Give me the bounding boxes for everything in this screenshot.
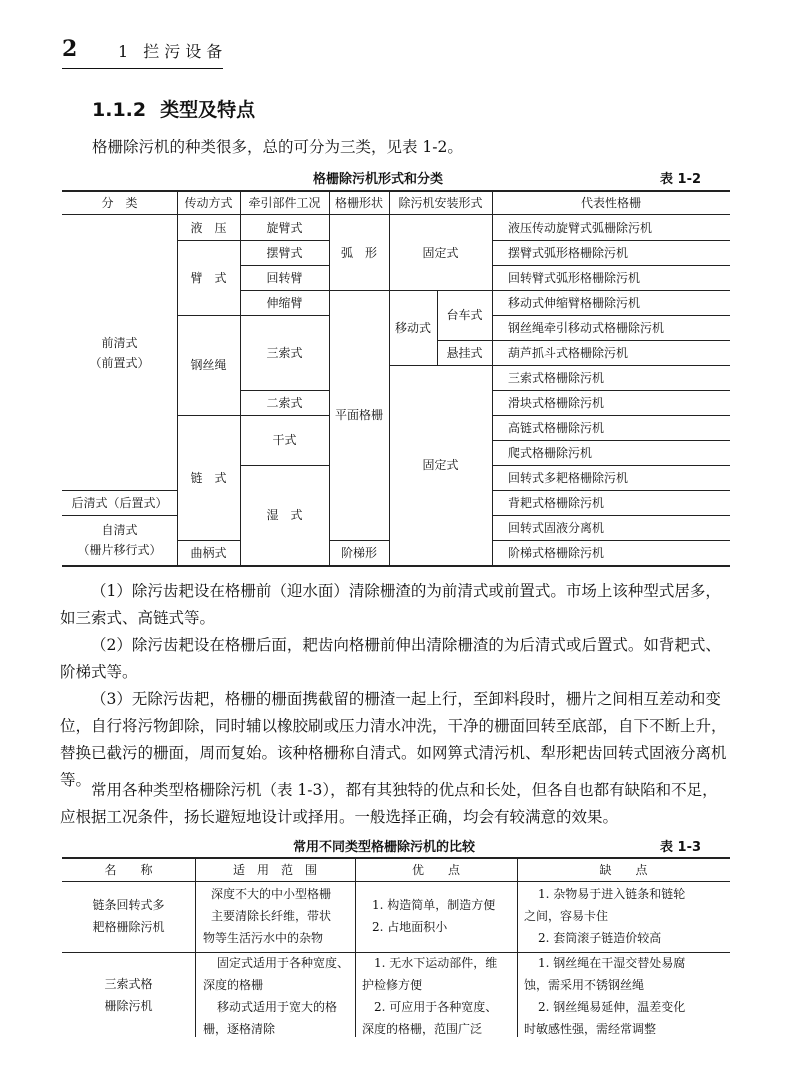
running-title: 1 拦污设备 — [118, 42, 228, 61]
drive-hydraulic: 液 压 — [190, 220, 227, 235]
table-1-2-number: 表 1-2 — [660, 172, 702, 187]
drive-crank: 曲柄式 — [190, 545, 227, 560]
representative-item: 回转式固液分离机 — [508, 520, 605, 535]
traction-three-rope: 三索式 — [266, 345, 303, 360]
paragraph-4: 常用各种类型格栅除污机（表 1-3），都有其独特的优点和长处，但各自也都有缺陷和不足，应根据工况条件，扬长避短地设计或择用。一般选择正确，均会有较满意的效果。 — [60, 781, 718, 826]
representative-item: 摆臂式弧形格栅除污机 — [508, 245, 629, 260]
drive-arm: 臂 式 — [190, 270, 227, 285]
representative-item: 液压传动旋臂式弧栅除污机 — [508, 220, 653, 235]
t13-row2-pros — [362, 952, 517, 1040]
t13-header-pros: 优 点 — [411, 863, 460, 877]
paragraph-3: （3）无除污齿耙，格栅的栅面携截留的栅渣一起上行，至卸料段时，栅片之间相互差动和变位，自行将污物卸除，同时辅以橡胶刷或压力清水冲洗，干净的栅面回转至底部，自下不断上升，替换已截污的栅面，周而复始。该种格栅称自清式。如网箅式清污机、犁形耙齿回转式固液分离机等。 — [60, 690, 727, 789]
t13-text: 深度的格栅 — [203, 978, 264, 992]
traction-turn-arm: 回转臂 — [266, 270, 303, 285]
t13-text: 蚀，需采用不锈钢丝绳 — [524, 978, 645, 992]
category-self-alt: （栅片移行式） — [77, 543, 162, 557]
representative-item: 移动式伸缩臂格栅除污机 — [508, 295, 641, 310]
t13-text: 固定式适用于各种宽度、 — [217, 956, 350, 970]
install-trolley: 台车式 — [446, 308, 483, 322]
t13-row2-name — [62, 973, 195, 1017]
t13-text: 1. 无水下运动部件，维 — [374, 956, 498, 970]
drive-rope: 钢丝绳 — [190, 358, 227, 372]
t13-text: 移动式适用于宽大的格 — [217, 1000, 338, 1014]
representative-item: 滑块式格栅除污机 — [508, 395, 605, 410]
traction-swing-arm: 摆臂式 — [266, 245, 303, 260]
section-number: 1.1.2 — [92, 99, 147, 121]
header-category: 分 类 — [101, 196, 138, 210]
drive-chain: 链 式 — [190, 470, 227, 485]
section-title: 类型及特点 — [160, 99, 256, 121]
traction-wet: 湿 式 — [266, 508, 303, 522]
header-rule — [62, 68, 223, 69]
representative-item: 阶梯式格栅除污机 — [508, 545, 605, 560]
header-representative: 代表性格栅 — [580, 196, 641, 210]
t13-text: 链条回转式多 — [92, 898, 165, 912]
t13-header-cons: 缺 点 — [599, 863, 648, 877]
intro-paragraph: 格栅除污机的种类很多，总的可分为三类，见表 1-2。 — [92, 138, 463, 156]
category-front-label: 前清式 — [101, 335, 138, 350]
category-front — [62, 215, 177, 490]
section-heading — [92, 95, 269, 122]
table-1-3-caption: 常用不同类型格栅除污机的比较 — [293, 840, 476, 855]
t13-vrule-1 — [195, 857, 196, 1037]
representative-item: 爬式格栅除污机 — [508, 445, 593, 460]
t13-vrule-2 — [355, 857, 356, 1037]
t13-text: 深度的格栅，范围广泛 — [362, 1022, 483, 1036]
t13-text: 2. 钢丝绳易延伸，温差变化 — [538, 1000, 686, 1014]
traction-rotary-arm: 旋臂式 — [266, 220, 303, 235]
shape-arc: 弧 形 — [340, 245, 377, 260]
t13-text: 三索式格 — [104, 977, 153, 991]
traction-dry: 干式 — [272, 433, 297, 447]
table-1-2-caption: 格栅除污机形式和分类 — [313, 172, 444, 187]
t13-header-name: 名 称 — [104, 863, 153, 877]
t13-text: 1. 杂物易于进入链条和链轮 — [538, 887, 686, 901]
t13-header-rule — [62, 881, 730, 882]
shape-flat: 平面格栅 — [334, 408, 383, 422]
t13-text: 栅除污机 — [104, 999, 153, 1013]
table-1-2 — [62, 190, 730, 566]
shape-step: 阶梯形 — [340, 545, 377, 560]
t13-text: 主要清除长纤维，带状 — [211, 909, 332, 923]
table-1-3-number: 表 1-3 — [660, 840, 702, 855]
paragraph-2: （2）除污齿耙设在格栅后面，耙齿向格栅前伸出清除栅渣的为后清式或后置式。如背耙式、阶梯式等。 — [60, 636, 721, 681]
t13-text: 物等生活污水中的杂物 — [203, 931, 324, 945]
t13-text: 1. 构造简单，制造方便 — [372, 898, 496, 912]
header-traction: 牵引部件工况 — [248, 196, 321, 210]
t13-row1-cons — [524, 883, 730, 949]
traction-two-rope: 二索式 — [266, 395, 303, 410]
t13-row1-scope — [203, 883, 353, 949]
page-number: 2 — [62, 36, 78, 62]
representative-item: 回转臂式弧形格栅除污机 — [508, 270, 641, 285]
t13-text: 时敏感性强，需经常调整 — [524, 1022, 657, 1036]
representative-item: 回转式多耙格栅除污机 — [508, 470, 629, 485]
t13-text: 之间，容易卡住 — [524, 909, 609, 923]
table-1-3 — [62, 857, 730, 1037]
representative-item: 三索式格栅除污机 — [508, 370, 605, 385]
t13-row1-pros — [372, 894, 517, 938]
t13-text: 2. 占地面积小 — [372, 920, 448, 934]
t13-text: 2. 可应用于各种宽度、 — [374, 1000, 498, 1014]
traction-telescopic-arm: 伸缩臂 — [266, 295, 303, 310]
t13-row2-cons — [524, 952, 730, 1040]
t13-text: 耙格栅除污机 — [92, 920, 165, 934]
representative-item: 葫芦抓斗式格栅除污机 — [508, 345, 629, 360]
table-bottom-rule — [62, 565, 730, 567]
t13-text: 栅，逐格清除 — [203, 1022, 276, 1036]
representative-item: 背耙式格栅除污机 — [508, 495, 605, 510]
representative-item: 高链式格栅除污机 — [508, 420, 605, 435]
header-shape: 格栅形状 — [334, 196, 383, 210]
header-drive: 传动方式 — [184, 196, 233, 210]
install-mobile: 移动式 — [394, 320, 431, 335]
install-fixed-2: 固定式 — [422, 458, 459, 472]
category-self — [62, 515, 177, 565]
t13-text: 2. 套筒滚子链造价较高 — [538, 931, 662, 945]
category-rear: 后清式（后置式） — [71, 495, 168, 510]
t13-header-scope: 适 用 范 围 — [232, 863, 317, 877]
t13-row2-scope — [203, 952, 353, 1040]
category-front-alt: （前置式） — [89, 355, 150, 370]
t13-text: 护检修方便 — [362, 978, 423, 992]
install-hanging: 悬挂式 — [446, 345, 483, 360]
category-self-label: 自清式 — [101, 523, 138, 537]
paragraph-1: （1）除污齿耙设在格栅前（迎水面）清除栅渣的为前清式或前置式。市场上该种型式居多，如三索式、高链式等。 — [60, 582, 721, 627]
t13-vrule-3 — [517, 857, 518, 1037]
install-fixed-1: 固定式 — [422, 245, 459, 260]
t13-text: 1. 钢丝绳在干湿交替处易腐 — [538, 956, 686, 970]
t13-row1-name — [62, 894, 195, 938]
representative-item: 钢丝绳牵引移动式格栅除污机 — [508, 320, 665, 335]
header-install: 除污机安装形式 — [398, 196, 483, 210]
t13-text: 深度不大的中小型格栅 — [211, 887, 332, 901]
